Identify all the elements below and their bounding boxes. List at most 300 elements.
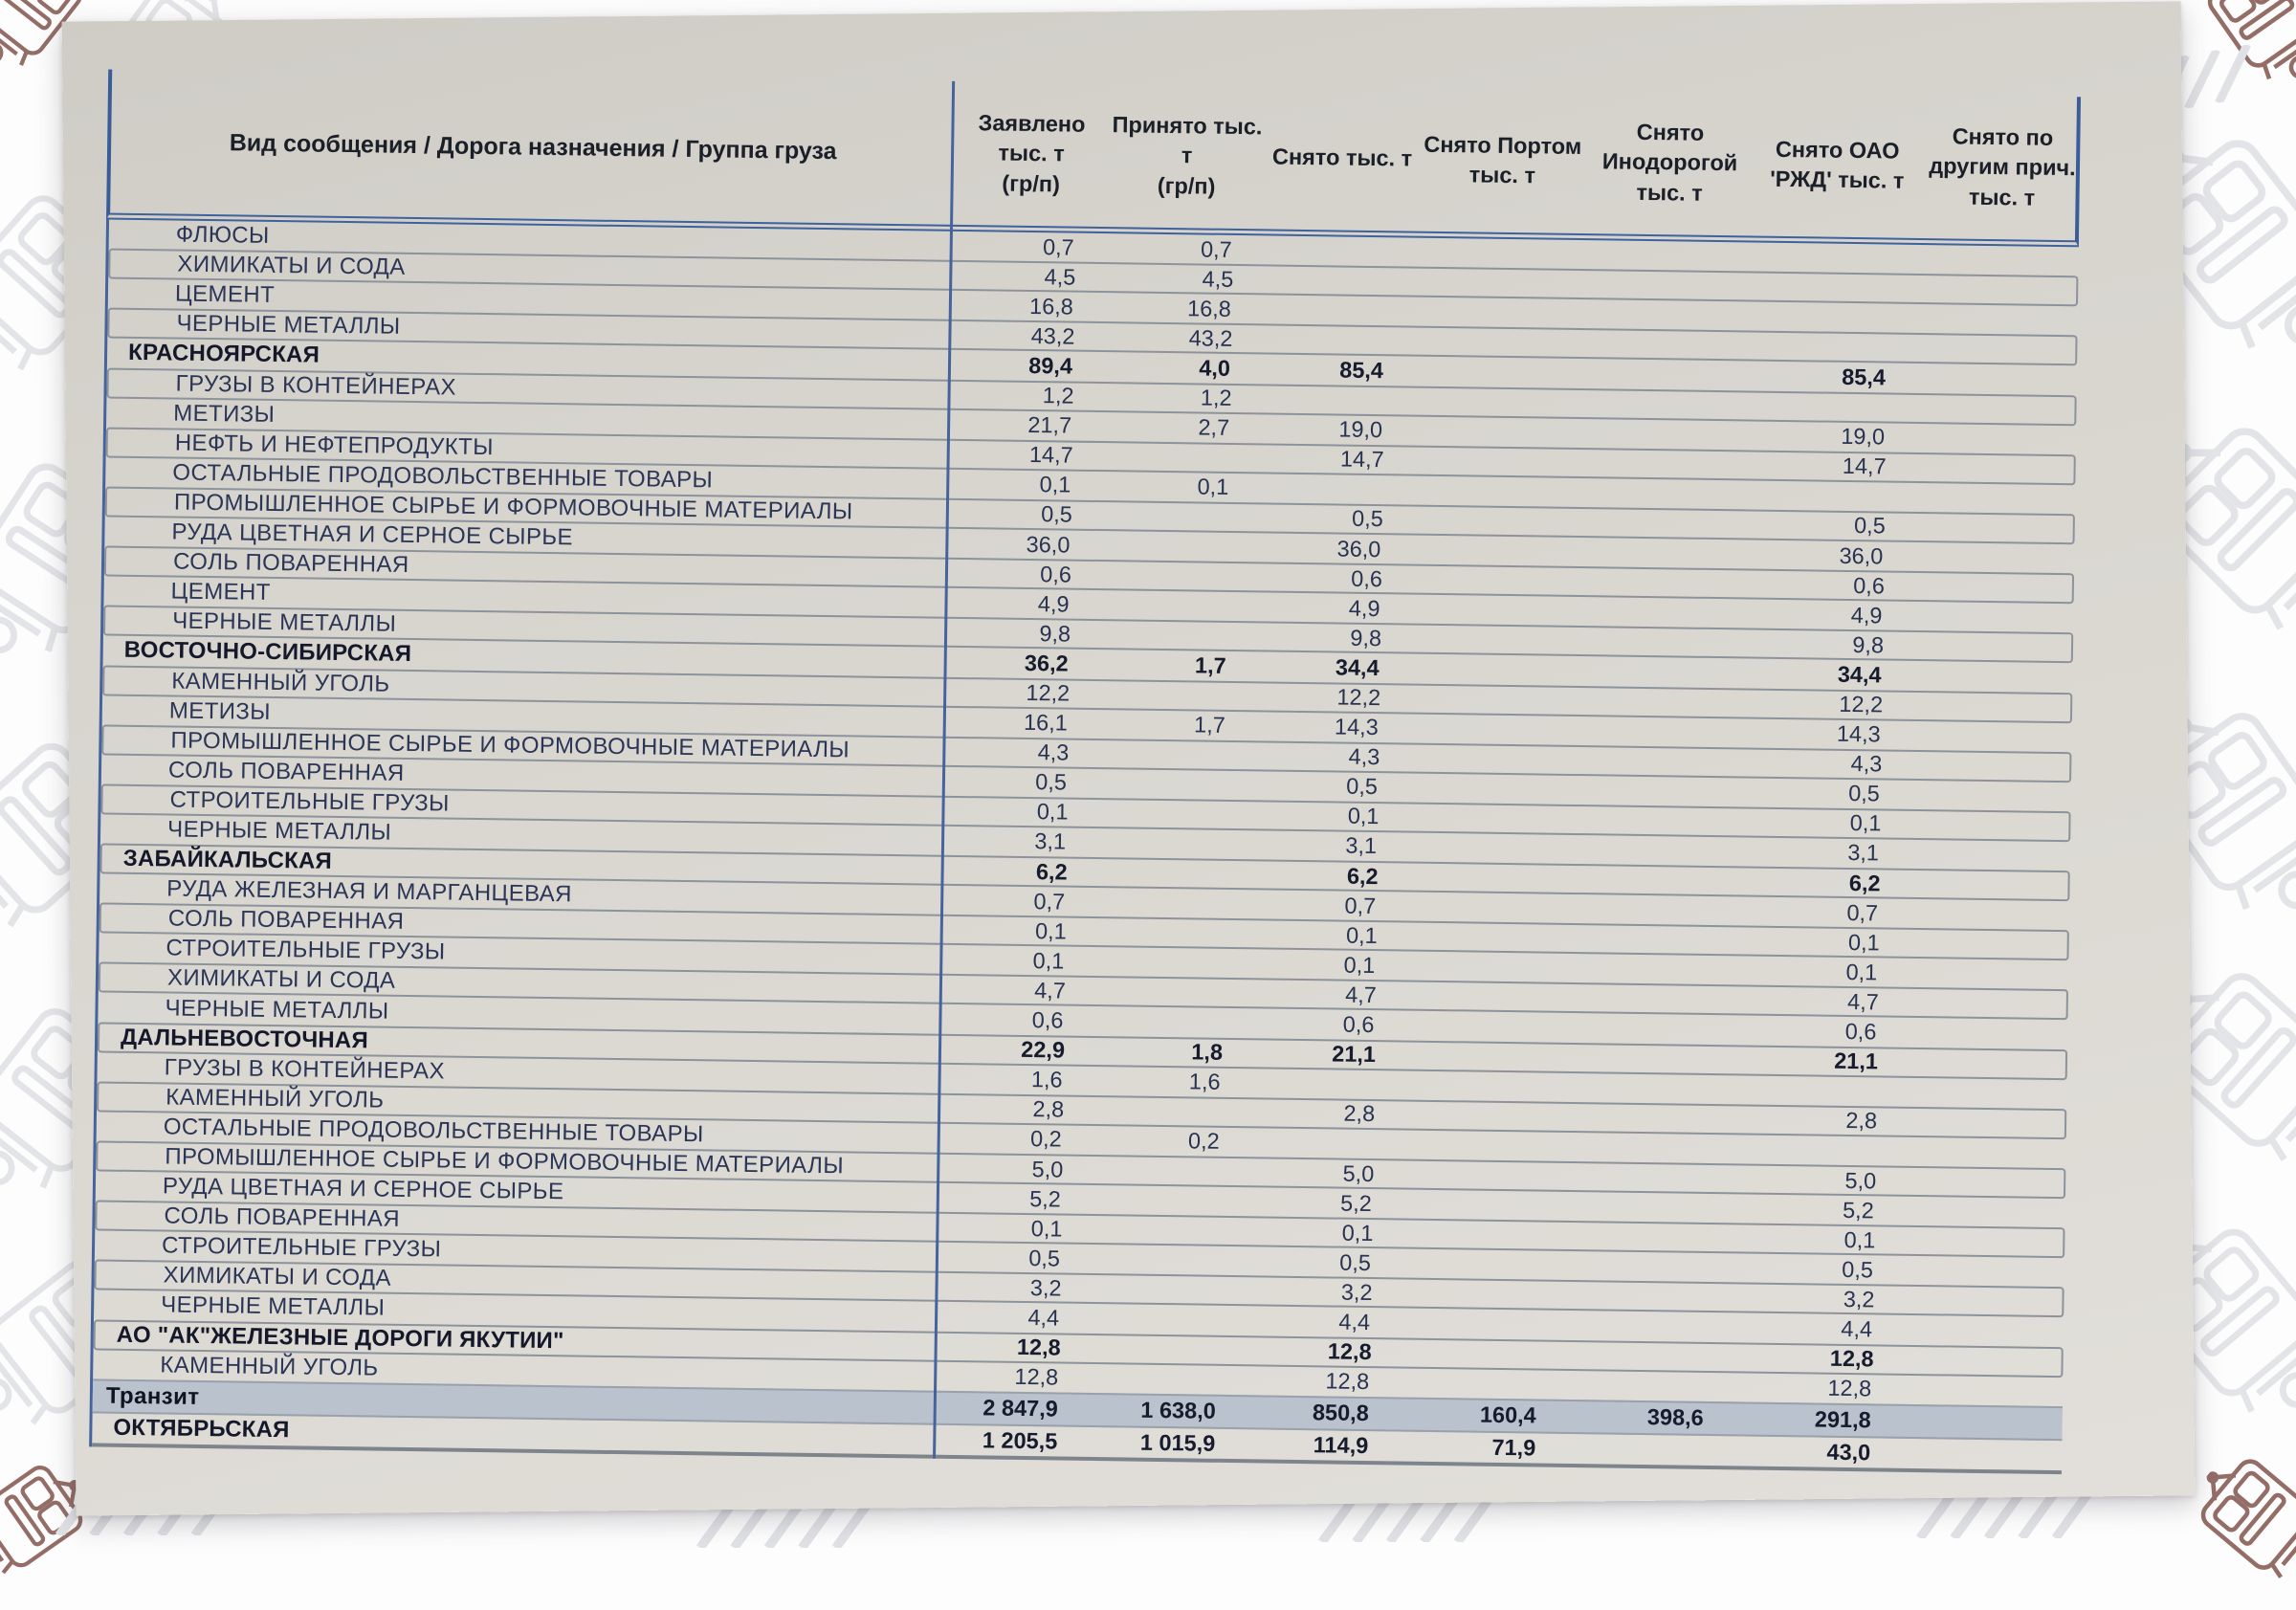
row-label-cell: ЗАБАЙКАЛЬСКАЯ bbox=[122, 845, 333, 874]
value-cell-accepted bbox=[1091, 1229, 1248, 1231]
value-cell-declared: 4,7 bbox=[1034, 978, 1067, 1003]
value-cell-removed-other bbox=[1914, 378, 2077, 380]
value-cell-removed: 2,8 bbox=[1343, 1100, 1376, 1127]
value-cell-declared: 6,2 bbox=[1035, 858, 1068, 885]
value-cell-removed-foreign bbox=[1578, 641, 1745, 643]
value-cell-removed-rzd: 6,2 bbox=[1848, 870, 1881, 896]
paper-sheet bbox=[62, 1, 2196, 1515]
value-cell-declared: 3,2 bbox=[1029, 1274, 1062, 1301]
value-cell-removed-rzd: 4,4 bbox=[1841, 1315, 1873, 1342]
value-cell-removed-foreign bbox=[1579, 373, 1747, 375]
value-cell-removed-other bbox=[1911, 557, 2074, 559]
value-cell-accepted bbox=[1093, 1111, 1250, 1113]
value-cell-removed: 4,4 bbox=[1338, 1309, 1371, 1335]
value-cell-accepted bbox=[1095, 932, 1253, 934]
value-cell-removed-port bbox=[1414, 401, 1581, 403]
row-label-cell: ХИМИКАТЫ И СОДА bbox=[177, 251, 406, 281]
value-cell-removed-rzd: 12,8 bbox=[1827, 1375, 1872, 1401]
value-cell-accepted: 1 015,9 bbox=[1139, 1429, 1216, 1456]
value-cell-accepted bbox=[1094, 991, 1252, 993]
value-cell-removed-other bbox=[1913, 586, 2076, 588]
value-cell-declared: 0,5 bbox=[1040, 501, 1073, 528]
value-cell-removed-rzd: 4,7 bbox=[1846, 988, 1879, 1015]
value-cell-removed-other bbox=[1916, 348, 2079, 350]
table-body bbox=[89, 219, 2079, 1473]
value-cell-declared: 0,1 bbox=[1036, 799, 1069, 825]
value-cell-removed-port bbox=[1409, 698, 1577, 700]
value-cell-removed: 34,4 bbox=[1335, 654, 1380, 681]
value-cell-removed: 14,7 bbox=[1339, 446, 1384, 473]
value-cell-accepted bbox=[1096, 813, 1254, 815]
value-cell-removed-other bbox=[1902, 1270, 2064, 1272]
value-cell-removed: 85,4 bbox=[1339, 357, 1384, 384]
value-cell-removed-foreign bbox=[1569, 1236, 1736, 1238]
row-label-cell: СОЛЬ ПОВАРЕННАЯ bbox=[167, 905, 405, 936]
value-cell-declared: 0,5 bbox=[1035, 769, 1068, 795]
value-cell-removed-port bbox=[1414, 342, 1581, 343]
value-cell-declared: 0,1 bbox=[1039, 472, 1071, 497]
value-cell-removed: 0,6 bbox=[1342, 1011, 1375, 1038]
row-label-cell: СОЛЬ ПОВАРЕННАЯ bbox=[164, 1202, 401, 1233]
value-cell-declared: 4,5 bbox=[1044, 263, 1076, 290]
value-cell-removed-port bbox=[1404, 1055, 1572, 1057]
value-cell-removed-other bbox=[1909, 795, 2071, 797]
value-cell-removed-other bbox=[1903, 1359, 2065, 1361]
value-cell-accepted bbox=[1092, 1021, 1249, 1023]
value-cell-removed-other bbox=[1909, 943, 2071, 945]
value-cell-removed-rzd: 5,2 bbox=[1842, 1197, 1874, 1223]
value-cell-removed-foreign bbox=[1578, 493, 1745, 495]
value-cell-removed-other bbox=[1904, 1241, 2066, 1243]
row-label-cell: НЕФТЬ И НЕФТЕПРОДУКТЫ bbox=[174, 430, 495, 460]
value-cell-removed-foreign bbox=[1582, 284, 1750, 286]
value-cell-removed-other bbox=[1910, 825, 2072, 827]
value-cell-declared: 21,7 bbox=[1027, 412, 1072, 438]
value-cell-removed-foreign bbox=[1571, 968, 1738, 970]
value-cell-removed: 0,1 bbox=[1347, 804, 1380, 829]
value-cell-removed-foreign bbox=[1569, 1147, 1736, 1149]
value-cell-removed-port bbox=[1400, 1264, 1567, 1266]
value-cell-removed-foreign bbox=[1573, 849, 1740, 851]
value-cell-removed-rzd: 5,0 bbox=[1844, 1167, 1877, 1193]
value-cell-removed bbox=[1257, 488, 1410, 490]
column-header-removed-foreign: Снято Инодорогой тыс. т bbox=[1601, 120, 1738, 206]
value-cell-removed-rzd: 0,5 bbox=[1853, 513, 1886, 539]
row-label-cell: РУДА ЦВЕТНАЯ И СЕРНОЕ СЫРЬЕ bbox=[162, 1173, 564, 1205]
value-cell-accepted: 4,0 bbox=[1199, 355, 1231, 381]
value-cell-removed-rzd bbox=[1736, 1149, 1904, 1151]
value-cell-removed bbox=[1261, 250, 1414, 252]
row-label-cell: ЦЕМЕНТ bbox=[174, 280, 276, 309]
row-label-cell: ГРУЗЫ В КОНТЕЙНЕРАХ bbox=[164, 1054, 446, 1085]
value-cell-removed: 12,8 bbox=[1325, 1368, 1370, 1395]
value-cell-removed: 0,6 bbox=[1351, 565, 1383, 591]
value-cell-declared: 12,8 bbox=[1014, 1364, 1059, 1390]
value-cell-removed-rzd: 0,6 bbox=[1844, 1018, 1877, 1045]
value-cell-removed-other bbox=[1905, 1181, 2067, 1183]
value-cell-removed-rzd: 14,7 bbox=[1842, 453, 1887, 479]
value-cell-removed-port bbox=[1402, 1234, 1569, 1236]
value-cell-removed: 12,2 bbox=[1336, 684, 1381, 711]
value-cell-removed-foreign bbox=[1565, 1385, 1733, 1387]
value-cell-accepted bbox=[1097, 754, 1255, 756]
value-cell-declared: 0,7 bbox=[1042, 233, 1074, 260]
value-cell-declared: 2,8 bbox=[1032, 1096, 1065, 1122]
row-label-cell: ОСТАЛЬНЫЕ ПРОДОВОЛЬСТВЕННЫЕ ТОВАРЫ bbox=[172, 459, 714, 494]
value-cell-removed-other bbox=[1915, 319, 2078, 320]
value-cell-removed: 4,9 bbox=[1348, 595, 1380, 621]
value-cell-removed-other bbox=[1912, 497, 2075, 499]
value-cell-removed-other bbox=[1916, 259, 2079, 261]
value-cell-removed-rzd: 0,1 bbox=[1849, 810, 1882, 836]
value-cell-removed-foreign bbox=[1578, 582, 1746, 584]
value-cell-removed-other bbox=[1913, 438, 2076, 440]
value-cell-removed-port bbox=[1405, 996, 1573, 998]
value-cell-removed-port bbox=[1407, 728, 1575, 730]
value-cell-declared: 0,1 bbox=[1034, 917, 1067, 944]
value-cell-removed-rzd bbox=[1749, 406, 1916, 408]
value-cell-removed-rzd: 0,1 bbox=[1843, 1226, 1876, 1253]
value-cell-removed-other bbox=[1912, 646, 2075, 648]
value-cell-accepted: 0,7 bbox=[1200, 236, 1232, 262]
row-label-cell: ФЛЮСЫ bbox=[175, 221, 270, 249]
value-cell-removed: 850,8 bbox=[1312, 1400, 1369, 1426]
value-cell-removed-foreign bbox=[1577, 701, 1744, 703]
value-cell-declared: 0,1 bbox=[1032, 947, 1065, 974]
value-cell-accepted: 2,7 bbox=[1198, 414, 1230, 441]
freight-table bbox=[89, 70, 2081, 1474]
value-cell-removed-rzd: 34,4 bbox=[1837, 661, 1882, 688]
value-cell-removed-other bbox=[1907, 914, 2069, 915]
value-cell-declared: 5,0 bbox=[1031, 1156, 1064, 1182]
value-cell-accepted: 0,2 bbox=[1187, 1128, 1220, 1155]
value-cell-removed-rzd: 0,7 bbox=[1846, 899, 1879, 926]
row-label-cell: ОКТЯБРЬСКАЯ bbox=[113, 1414, 290, 1444]
value-cell-removed-other bbox=[1901, 1330, 2064, 1332]
row-label-cell: СТРОИТЕЛЬНЫЕ ГРУЗЫ bbox=[161, 1232, 442, 1263]
row-label-cell: ЧЕРНЫЕ МЕТАЛЛЫ bbox=[166, 816, 392, 846]
value-cell-removed: 0,1 bbox=[1343, 952, 1376, 978]
value-cell-removed-port bbox=[1412, 371, 1579, 373]
value-cell-removed-port bbox=[1405, 847, 1573, 849]
value-cell-removed-port bbox=[1403, 966, 1571, 968]
value-cell-removed-rzd: 36,0 bbox=[1839, 542, 1884, 568]
value-cell-declared: 36,2 bbox=[1024, 650, 1069, 676]
value-cell-declared: 1,6 bbox=[1030, 1067, 1063, 1092]
row-label-cell: РУДА ЦВЕТНАЯ И СЕРНОЕ СЫРЬЕ bbox=[171, 518, 574, 551]
value-cell-declared: 3,1 bbox=[1034, 828, 1067, 855]
row-label-cell: СОЛЬ ПОВАРЕННАЯ bbox=[172, 548, 409, 579]
value-cell-removed-port bbox=[1404, 907, 1572, 909]
value-cell-declared: 4,4 bbox=[1027, 1305, 1060, 1331]
value-cell-removed-other bbox=[1904, 1152, 2066, 1154]
value-cell-removed: 14,3 bbox=[1334, 714, 1379, 740]
value-cell-removed-port: 71,9 bbox=[1491, 1434, 1536, 1461]
value-cell-removed-foreign bbox=[1573, 998, 1740, 1000]
value-cell-removed-port bbox=[1410, 490, 1578, 492]
value-cell-removed-port bbox=[1408, 609, 1576, 611]
value-cell-removed-port bbox=[1406, 937, 1574, 938]
value-cell-accepted bbox=[1088, 1318, 1246, 1320]
value-cell-removed: 6,2 bbox=[1346, 863, 1379, 889]
value-cell-removed-port bbox=[1406, 787, 1574, 789]
value-cell-removed-port bbox=[1412, 520, 1579, 522]
value-cell-removed bbox=[1261, 340, 1414, 342]
row-label-cell: ЧЕРНЫЕ МЕТАЛЛЫ bbox=[172, 607, 397, 638]
value-cell-removed-port bbox=[1407, 877, 1575, 879]
value-cell-removed: 0,7 bbox=[1344, 893, 1377, 918]
value-cell-removed-port: 160,4 bbox=[1479, 1401, 1536, 1428]
column-header-type: Вид сообщения / Дорога назначения / Группа груза bbox=[229, 128, 837, 165]
value-cell-removed-other bbox=[1903, 1211, 2065, 1213]
row-label-cell: КАМЕННЫЙ УГОЛЬ bbox=[166, 1084, 385, 1114]
value-cell-removed-rzd bbox=[1749, 346, 1916, 348]
report-sheet bbox=[42, 19, 2182, 1543]
value-cell-accepted: 1,7 bbox=[1193, 712, 1225, 738]
row-label-cell: МЕТИЗЫ bbox=[173, 400, 276, 428]
value-cell-removed-foreign bbox=[1581, 404, 1749, 406]
value-cell-removed-foreign bbox=[1571, 1117, 1738, 1119]
value-cell-removed-foreign bbox=[1580, 314, 1748, 316]
value-cell-accepted bbox=[1093, 961, 1250, 963]
value-cell-declared: 4,3 bbox=[1037, 739, 1070, 765]
value-cell-removed-rzd: 19,0 bbox=[1841, 423, 1886, 450]
value-cell-removed-rzd: 4,3 bbox=[1850, 751, 1883, 777]
column-header-removed-port: Снято Портом тыс. т bbox=[1424, 131, 1582, 188]
value-cell-removed: 114,9 bbox=[1313, 1431, 1369, 1458]
value-cell-removed-rzd: 9,8 bbox=[1852, 631, 1885, 658]
value-cell-removed-other bbox=[1910, 616, 2073, 618]
value-cell-declared: 5,2 bbox=[1029, 1185, 1062, 1212]
value-cell-removed-port bbox=[1407, 817, 1575, 819]
value-cell-declared: 2 847,9 bbox=[982, 1395, 1058, 1422]
value-cell-removed: 9,8 bbox=[1350, 625, 1382, 651]
value-cell-removed-rzd: 4,9 bbox=[1850, 602, 1883, 629]
value-cell-removed-foreign bbox=[1579, 522, 1747, 524]
value-cell-declared: 0,6 bbox=[1040, 561, 1072, 587]
value-cell-removed-port bbox=[1411, 430, 1578, 432]
value-cell-accepted: 1 638,0 bbox=[1140, 1397, 1216, 1424]
value-cell-removed-rzd: 85,4 bbox=[1842, 364, 1887, 390]
value-cell-removed-foreign bbox=[1567, 1266, 1734, 1268]
value-cell-removed-other bbox=[1907, 1062, 2069, 1064]
value-cell-removed-port bbox=[1413, 460, 1580, 462]
value-cell-declared: 14,7 bbox=[1028, 442, 1073, 468]
value-cell-removed-port bbox=[1401, 1353, 1568, 1355]
row-label-cell: ВОСТОЧНО-СИБИРСКАЯ bbox=[123, 637, 412, 668]
value-cell-removed-foreign bbox=[1580, 463, 1748, 465]
row-label-cell: ЦЕМЕНТ bbox=[170, 578, 271, 607]
row-label-cell: Транзит bbox=[105, 1382, 200, 1410]
value-cell-removed: 36,0 bbox=[1336, 536, 1381, 562]
value-cell-removed-other bbox=[1900, 1389, 2063, 1391]
row-label-cell: ПРОМЫШЛЕННОЕ СЫРЬЕ И ФОРМОВОЧНЫЕ МАТЕРИАЛЫ bbox=[173, 489, 853, 525]
value-cell-removed-port bbox=[1413, 312, 1580, 314]
row-label-cell: КАМЕННЫЙ УГОЛЬ bbox=[171, 667, 390, 697]
value-cell-removed-foreign bbox=[1575, 820, 1742, 822]
value-cell-removed-other bbox=[1899, 1453, 2062, 1455]
value-cell-removed-port bbox=[1408, 758, 1576, 760]
value-cell-declared: 9,8 bbox=[1039, 620, 1071, 647]
value-cell-accepted bbox=[1090, 1349, 1247, 1351]
value-cell-removed-foreign bbox=[1577, 552, 1744, 554]
value-cell-removed-other bbox=[1908, 854, 2070, 856]
row-label-cell: ЧЕРНЫЕ МЕТАЛЛЫ bbox=[161, 1291, 386, 1322]
value-cell-removed: 19,0 bbox=[1338, 416, 1383, 443]
value-cell-accepted bbox=[1101, 516, 1259, 518]
value-cell-removed-foreign bbox=[1574, 938, 1741, 940]
row-label-cell: КАМЕННЫЙ УГОЛЬ bbox=[160, 1352, 379, 1381]
value-cell-removed bbox=[1260, 310, 1413, 312]
value-cell-removed-foreign bbox=[1564, 1448, 1732, 1450]
value-cell-removed: 4,7 bbox=[1345, 981, 1378, 1008]
value-cell-declared: 0,5 bbox=[1028, 1245, 1061, 1271]
value-cell-removed: 0,5 bbox=[1339, 1249, 1372, 1275]
value-cell-removed: 5,2 bbox=[1339, 1190, 1373, 1216]
column-header-removed-rzd: Снято ОАО 'РЖД' тыс. т bbox=[1769, 136, 1905, 193]
value-cell-removed-rzd: 21,1 bbox=[1834, 1048, 1879, 1074]
value-cell-removed-foreign bbox=[1568, 1295, 1735, 1297]
value-cell-removed-rzd bbox=[1748, 317, 1915, 319]
value-cell-removed-rzd bbox=[1745, 495, 1912, 496]
value-cell-removed-other bbox=[1915, 468, 2078, 470]
value-cell-accepted bbox=[1090, 1200, 1247, 1202]
value-cell-removed bbox=[1248, 1142, 1402, 1144]
row-label-cell: КРАСНОЯРСКАЯ bbox=[127, 340, 320, 369]
value-cell-removed-other bbox=[1917, 289, 2080, 291]
value-cell-accepted bbox=[1094, 843, 1252, 845]
row-label-cell: ПРОМЫШЛЕННОЕ СЫРЬЕ И ФОРМОВОЧНЫЕ МАТЕРИАЛЫ bbox=[170, 727, 850, 763]
value-cell-removed-rzd: 291,8 bbox=[1814, 1406, 1871, 1433]
row-label-cell: ЧЕРНЫЕ МЕТАЛЛЫ bbox=[165, 994, 389, 1025]
column-header-removed: Снято тыс. т bbox=[1271, 143, 1413, 172]
value-cell-accepted bbox=[1096, 872, 1254, 874]
value-cell-removed-rzd bbox=[1749, 257, 1916, 259]
value-cell-removed-foreign bbox=[1574, 790, 1741, 792]
value-cell-removed: 5,0 bbox=[1342, 1160, 1375, 1186]
value-cell-declared: 0,7 bbox=[1033, 888, 1066, 915]
value-cell-accepted bbox=[1095, 783, 1253, 785]
value-cell-removed-port bbox=[1402, 1175, 1570, 1177]
value-cell-accepted bbox=[1087, 1378, 1245, 1380]
value-cell-removed-foreign bbox=[1568, 1355, 1735, 1356]
value-cell-removed-other bbox=[1906, 1122, 2068, 1124]
value-cell-removed-foreign bbox=[1566, 1325, 1733, 1327]
value-cell-removed-foreign bbox=[1581, 343, 1749, 345]
value-cell-declared: 36,0 bbox=[1026, 531, 1071, 558]
value-cell-removed: 0,5 bbox=[1351, 506, 1383, 532]
row-label-cell: СТРОИТЕЛЬНЫЕ ГРУЗЫ bbox=[169, 786, 450, 817]
value-cell-removed-rzd bbox=[1750, 287, 1917, 289]
row-label-cell: МЕТИЗЫ bbox=[168, 697, 272, 725]
value-cell-removed: 4,3 bbox=[1348, 743, 1380, 770]
value-cell-accepted bbox=[1098, 605, 1256, 607]
row-label-cell: ДАЛЬНЕВОСТОЧНАЯ bbox=[120, 1024, 369, 1054]
value-cell-accepted bbox=[1102, 456, 1260, 458]
value-cell-removed-port bbox=[1402, 1144, 1569, 1146]
value-cell-removed-foreign bbox=[1581, 254, 1749, 256]
value-cell-accepted bbox=[1100, 575, 1258, 577]
value-cell-removed-other bbox=[1910, 675, 2073, 677]
row-label-cell: РУДА ЖЕЛЕЗНАЯ И МАРГАНЦЕВАЯ bbox=[166, 875, 573, 908]
value-cell-removed-rzd: 0,6 bbox=[1853, 572, 1886, 599]
value-cell-accepted: 16,8 bbox=[1186, 296, 1232, 321]
value-cell-declared: 22,9 bbox=[1021, 1037, 1066, 1063]
value-cell-removed-rzd: 3,2 bbox=[1843, 1286, 1875, 1312]
value-cell-accepted: 1,6 bbox=[1188, 1069, 1221, 1095]
value-cell-removed-port bbox=[1414, 253, 1581, 254]
value-cell-removed-other bbox=[1911, 705, 2074, 707]
value-cell-removed-port bbox=[1403, 1114, 1571, 1116]
value-cell-removed: 12,8 bbox=[1327, 1338, 1372, 1365]
value-cell-removed-rzd: 43,0 bbox=[1826, 1439, 1871, 1466]
value-cell-removed-other bbox=[1903, 1300, 2065, 1302]
value-cell-removed-foreign bbox=[1576, 761, 1743, 762]
value-cell-accepted: 4,5 bbox=[1202, 266, 1234, 292]
value-cell-removed-other bbox=[1910, 884, 2072, 886]
value-cell-removed-rzd: 12,8 bbox=[1829, 1345, 1874, 1372]
column-header-declared: Заявлено тыс. т (гр/п) bbox=[978, 110, 1086, 196]
value-cell-removed-rzd: 0,1 bbox=[1845, 959, 1878, 985]
value-cell-removed-foreign bbox=[1570, 1177, 1737, 1179]
row-label-cell: ОСТАЛЬНЫЕ ПРОДОВОЛЬСТВЕННЫЕ ТОВАРЫ bbox=[163, 1114, 704, 1148]
value-cell-accepted bbox=[1091, 1289, 1248, 1290]
value-cell-removed-rzd: 12,2 bbox=[1839, 691, 1884, 717]
value-cell-removed-foreign bbox=[1576, 671, 1743, 673]
value-cell-declared: 43,2 bbox=[1030, 322, 1075, 349]
value-cell-removed-port bbox=[1401, 1204, 1568, 1206]
value-cell-removed: 3,2 bbox=[1340, 1279, 1373, 1305]
value-cell-removed bbox=[1262, 280, 1415, 282]
value-cell-removed-foreign bbox=[1575, 731, 1742, 733]
value-cell-accepted bbox=[1098, 545, 1256, 547]
value-cell-removed-rzd bbox=[1737, 1090, 1905, 1092]
value-cell-removed-port bbox=[1402, 1085, 1570, 1087]
value-cell-removed bbox=[1261, 399, 1414, 401]
row-label-cell: СТРОИТЕЛЬНЫЕ ГРУЗЫ bbox=[166, 935, 446, 965]
row-label-cell: ХИМИКАТЫ И СОДА bbox=[163, 1262, 392, 1292]
value-cell-removed-other bbox=[1910, 765, 2073, 767]
value-cell-removed-other bbox=[1908, 1003, 2070, 1004]
value-cell-removed-port bbox=[1415, 282, 1582, 284]
row-label-cell: ЧЕРНЫЕ МЕТАЛЛЫ bbox=[176, 310, 401, 341]
value-cell-removed-port bbox=[1399, 1323, 1566, 1325]
value-cell-removed-rzd: 3,1 bbox=[1847, 840, 1880, 866]
value-cell-removed-rzd: 2,8 bbox=[1845, 1108, 1878, 1134]
value-cell-declared: 0,2 bbox=[1029, 1126, 1062, 1152]
value-cell-declared: 12,2 bbox=[1026, 679, 1071, 706]
value-cell-removed bbox=[1249, 1083, 1402, 1085]
value-cell-removed-port bbox=[1410, 639, 1578, 641]
value-cell-accepted bbox=[1099, 634, 1257, 636]
row-label-cell: СОЛЬ ПОВАРЕННАЯ bbox=[167, 757, 405, 786]
value-cell-removed-other bbox=[1905, 1092, 2067, 1094]
row-label-cell: ГРУЗЫ В КОНТЕЙНЕРАХ bbox=[175, 370, 457, 401]
value-cell-removed: 0,1 bbox=[1345, 922, 1378, 948]
value-cell-removed-port bbox=[1402, 1293, 1569, 1295]
value-cell-removed-rzd: 0,5 bbox=[1848, 781, 1881, 806]
value-cell-declared: 16,8 bbox=[1028, 293, 1074, 320]
value-cell-accepted: 1,2 bbox=[1200, 385, 1232, 410]
value-cell-removed-rzd: 0,5 bbox=[1842, 1256, 1874, 1283]
value-cell-removed-port bbox=[1402, 1026, 1570, 1027]
value-cell-accepted: 1,8 bbox=[1191, 1039, 1224, 1065]
value-cell-removed-foreign bbox=[1578, 433, 1746, 435]
table-header-row bbox=[106, 70, 2081, 248]
value-cell-removed-foreign bbox=[1570, 1027, 1737, 1029]
value-cell-removed: 0,5 bbox=[1346, 773, 1379, 800]
row-label-cell: АО "АК"ЖЕЛЕЗНЫЕ ДОРОГИ ЯКУТИИ" bbox=[116, 1321, 564, 1354]
